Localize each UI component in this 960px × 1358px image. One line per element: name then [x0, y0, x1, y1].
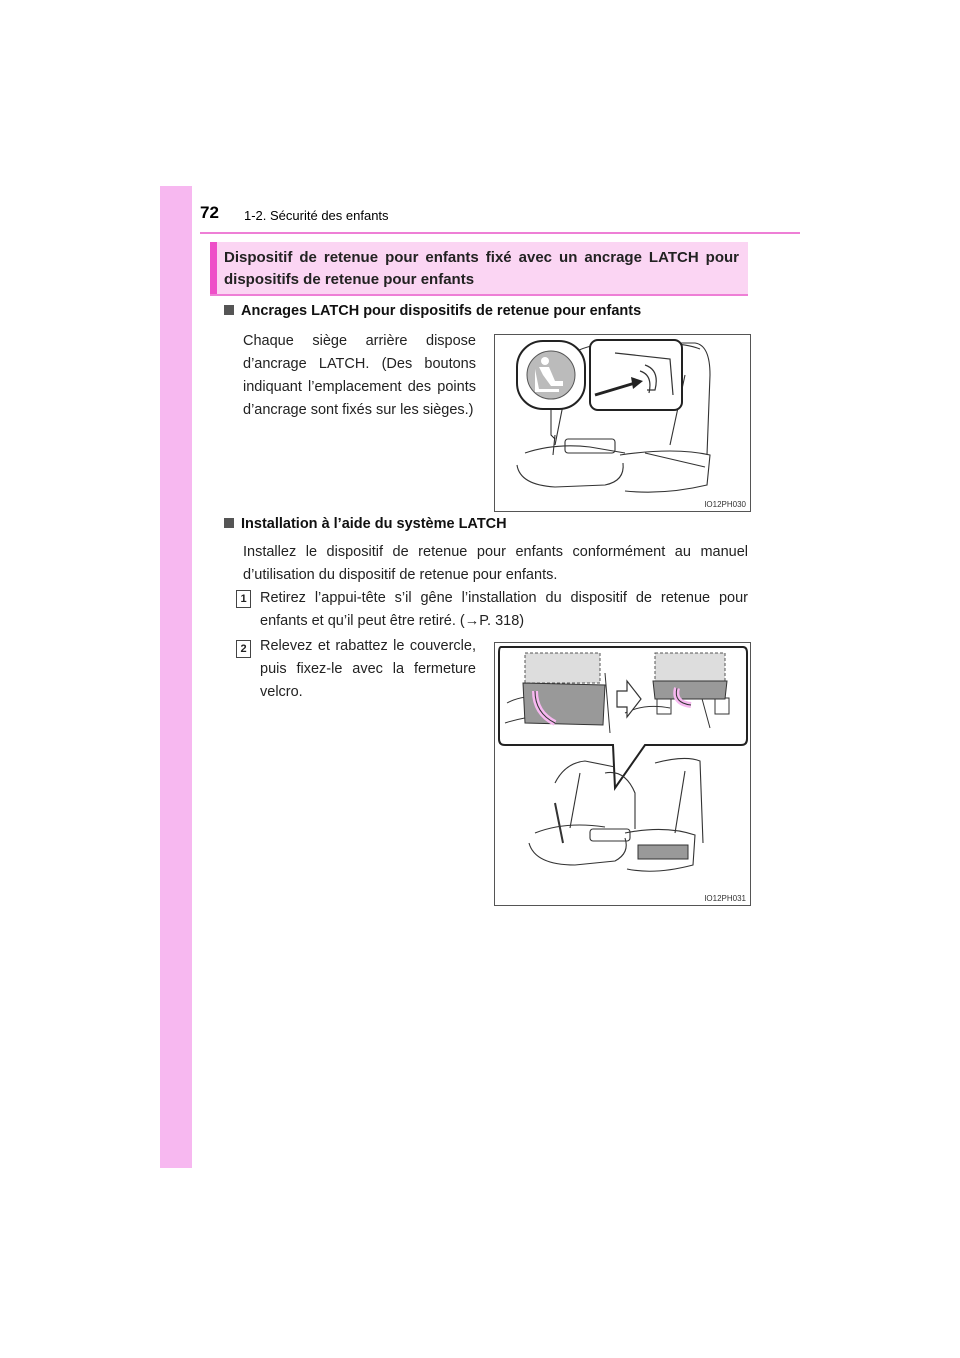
anchors-heading [224, 303, 641, 319]
section-title: Dispositif de retenue pour enfants fixé avec un ancrage LATCH pour dispositifs de retenue pour enfants [224, 249, 739, 288]
installation-heading-text: Installation à l’aide du système LATCH [241, 516, 507, 532]
figure-code: IO12PH030 [704, 500, 746, 509]
page-number: 72 [200, 203, 219, 222]
chapter-tab-bar [160, 186, 192, 1168]
figure-code: IO12PH031 [704, 894, 746, 903]
section-heading-box [210, 242, 748, 296]
latch-anchors-illustration [494, 334, 751, 512]
installation-intro: Installez le dispositif de retenue pour enfants conformément au manuel d’utilisation du dispositif de retenue pour enfants. [243, 544, 748, 583]
cover-velcro-illustration [494, 642, 751, 906]
step-number-2: 2 [236, 640, 251, 658]
anchors-body: Chaque siège arrière dispose d’ancrage LATCH. (Des boutons indiquant l’emplacement des points d’ancrage sont fixés sur les sièges.) [243, 333, 476, 418]
square-bullet-icon [224, 518, 234, 528]
anchors-heading-text: Ancrages LATCH pour dispositifs de retenue pour enfants [241, 303, 642, 319]
section-accent-bar [210, 242, 217, 294]
running-header: 1-2. Sécurité des enfants [244, 208, 389, 223]
step-2-text: Relevez et rabattez le couvercle, puis fixez-le avec la fermeture velcro. [260, 638, 476, 700]
step-number-1: 1 [236, 590, 251, 608]
rear-seat-anchor-drawing [495, 335, 750, 511]
header-rule [200, 232, 800, 234]
cover-folding-drawing [495, 643, 750, 905]
step-1-text: Retirez l’appui-tête s’il gêne l’installation du dispositif de retenue pour enfants et qu’il peut être retiré. (→P. 318) [260, 590, 748, 629]
installation-heading [224, 516, 507, 532]
square-bullet-icon [224, 305, 234, 315]
